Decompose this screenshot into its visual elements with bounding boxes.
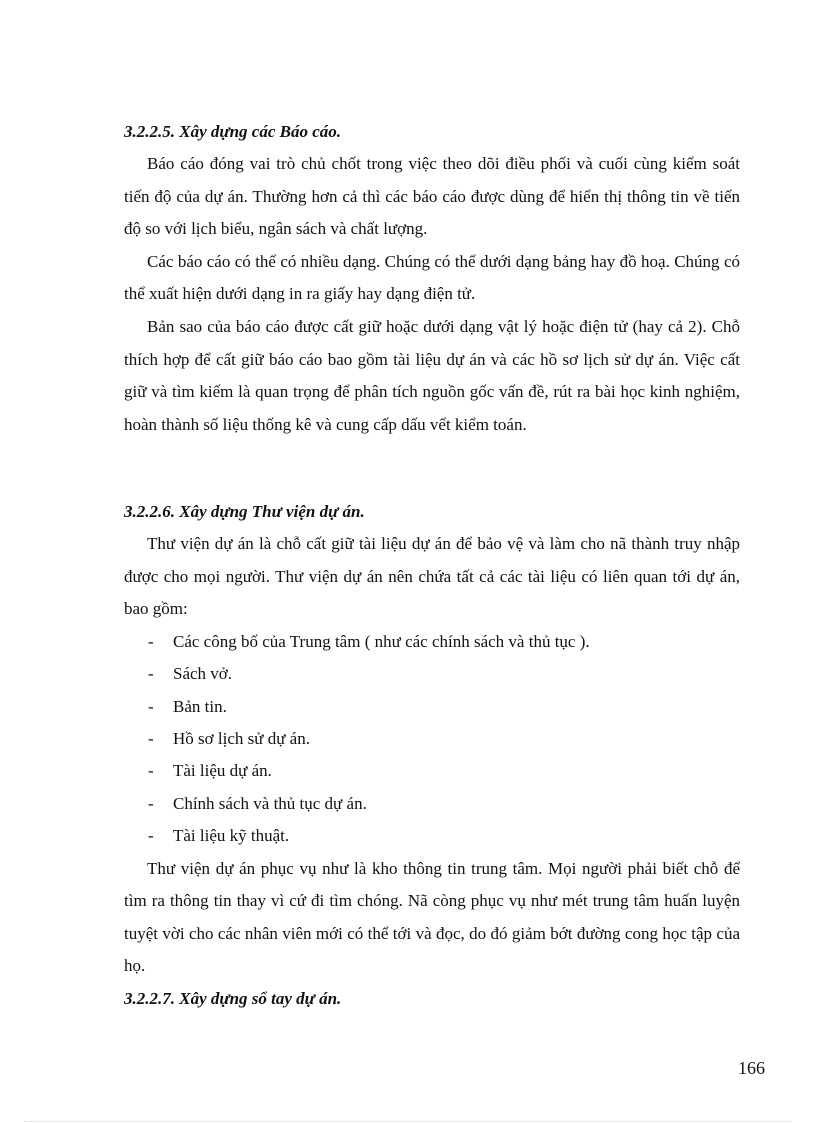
dash-marker: -: [148, 631, 154, 651]
list-item: - Hồ sơ lịch sử dự án.: [124, 723, 740, 755]
section-3-2-2-5: [124, 116, 740, 441]
dash-marker: -: [148, 793, 154, 813]
paragraph: Thư viện dự án phục vụ như là kho thông tin trung tâm. Mọi người phải biết chỗ để tìm ra thông tin thay vì cứ đi tìm chóng. Nã còng phục vụ như mét trung tâm huấn luyện tuyệt vời cho các nhân viên mới có thể tới và đọc, do đó giảm bớt đường cong học tập của họ.: [124, 858, 740, 976]
paragraph: Bản sao của báo cáo được cất giữ hoặc dưới dạng vật lý hoặc điện tử (hay cả 2). Chỗ thích hợp để cất giữ báo cáo bao gồm tài liệu dự án và các hồ sơ lịch sử dự án. Việc cất giữ và tìm kiếm là quan trọng để phân tích nguồn gốc vấn đề, rút ra bài học kinh nghiệm, hoàn thành số liệu thống kê và cung cấp dấu vết kiểm toán.: [124, 316, 740, 434]
list-item: - Tài liệu dự án.: [124, 755, 740, 787]
list-item: - Tài liệu kỹ thuật.: [124, 820, 740, 852]
dash-marker: -: [148, 696, 154, 716]
dash-marker: -: [148, 826, 154, 846]
paragraph: Báo cáo đóng vai trò chủ chốt trong việc theo dõi điều phối và cuối cùng kiểm soát tiến độ của dự án. Thường hơn cả thì các báo cáo được dùng để hiển thị thông tin về tiến độ so với lịch biểu, ngân sách và chất lượng.: [124, 154, 740, 239]
list-item: - Bản tin.: [124, 691, 740, 723]
list-item: - Sách vở.: [124, 658, 740, 690]
list-item: - Chính sách và thủ tục dự án.: [124, 788, 740, 820]
paragraph: Thư viện dự án là chỗ cất giữ tài liệu dự án để bảo vệ và làm cho nã thành truy nhập được cho mọi người. Thư viện dự án nên chứa tất cả các tài liệu có liên quan tới dự án, bao gồm:: [124, 534, 740, 619]
dash-marker: -: [148, 664, 154, 684]
library-contents-list: [124, 626, 740, 853]
list-item: - Các công bố của Trung tâm ( như các chính sách và thủ tục ).: [124, 626, 740, 658]
heading-3-2-2-7: 3.2.2.7. Xây dựng sổ tay dự án.: [124, 989, 342, 1008]
heading-3-2-2-5: 3.2.2.5. Xây dựng các Báo cáo.: [124, 122, 341, 141]
dash-marker: -: [148, 729, 154, 748]
dash-marker: -: [148, 761, 154, 781]
page-number: 166: [738, 1058, 765, 1078]
page-bottom-divider: [24, 1121, 792, 1122]
section-3-2-2-6: [124, 496, 740, 1015]
heading-3-2-2-6: 3.2.2.6. Xây dựng Thư viện dự án.: [124, 502, 365, 521]
paragraph: Các báo cáo có thể có nhiều dạng. Chúng có thể dưới dạng bảng hay đồ hoạ. Chúng có thể xuất hiện dưới dạng in ra giấy hay dạng điện tử.: [124, 251, 740, 304]
